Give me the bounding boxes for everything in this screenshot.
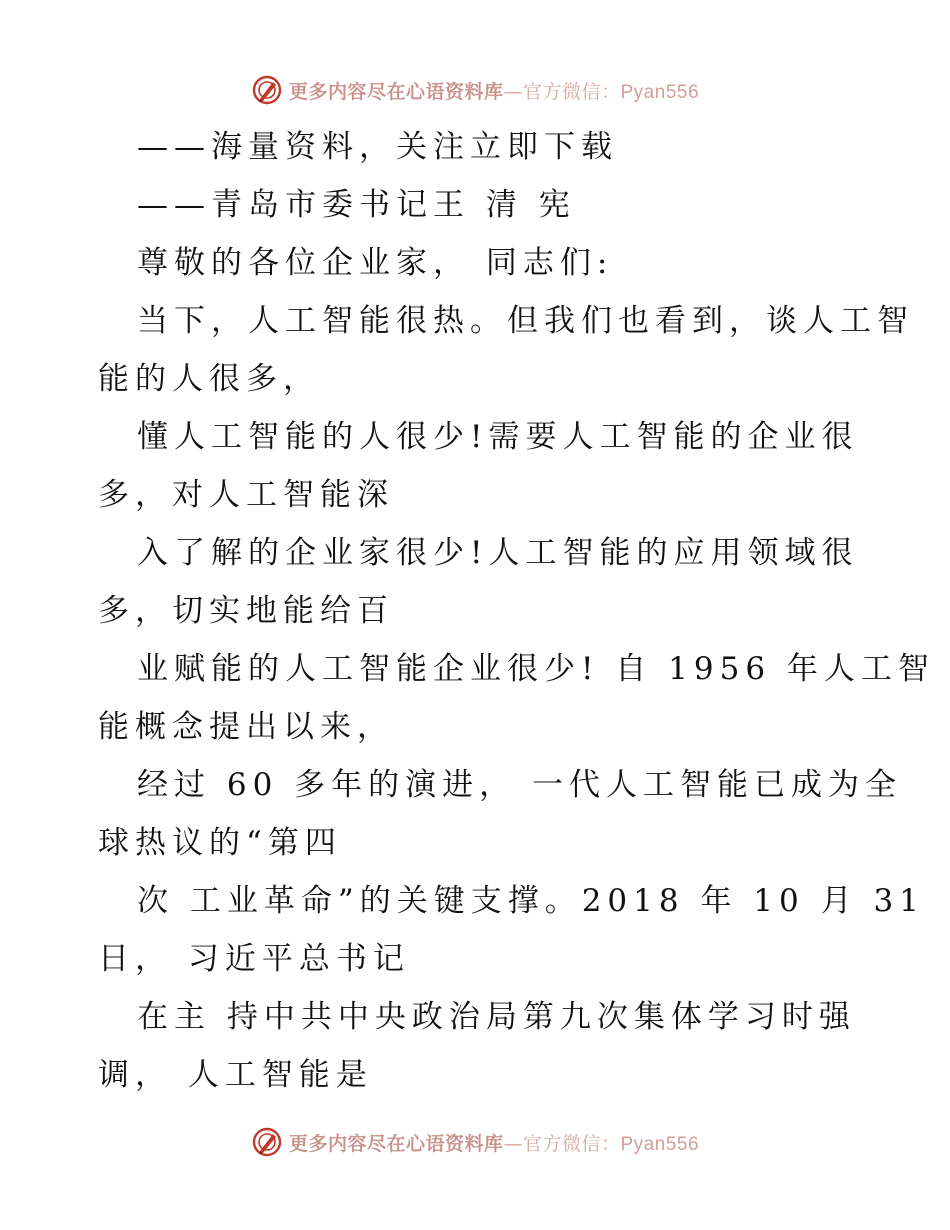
text-line: 调， 人工智能是 [98, 1057, 373, 1093]
text-line: 能概念提出以来， [98, 709, 394, 745]
pen-seal-logo-icon [251, 1126, 283, 1158]
watermark-brand: 更多内容尽在心语资料库 [288, 80, 504, 103]
text-line: ——海量资料，关注立即下载 [137, 129, 618, 165]
watermark-suffix: 官方微信： [522, 1132, 621, 1155]
text-line: 多，切实地能给百 [98, 593, 394, 629]
watermark-text [289, 77, 699, 104]
text-line: 球热议的“第四 [98, 825, 342, 861]
text-line: 懂人工智能的人很少!需要人工智能的企业很 [137, 419, 859, 455]
text-line: ——青岛市委书记王 清 宪 [137, 187, 576, 223]
watermark-suffix: 官方微信： [522, 80, 621, 103]
header-watermark [0, 70, 950, 110]
text-line: 在主 持中共中央政治局第九次集体学习时强 [137, 999, 856, 1035]
text-line: 日， 习近平总书记 [98, 941, 410, 977]
footer-watermark [0, 1122, 950, 1162]
watermark-wechat-id: Pyan556 [620, 1133, 700, 1155]
text-line: 多，对人工智能深 [98, 477, 394, 513]
watermark-brand: 更多内容尽在心语资料库 [288, 1132, 504, 1155]
pen-seal-logo-icon [251, 74, 283, 106]
text-line: 能的人很多， [98, 361, 320, 397]
text-line: 业赋能的人工智能企业很少! 自 1956 年人工智 [137, 651, 935, 687]
text-line: 尊敬的各位企业家， 同志们: [137, 245, 614, 281]
watermark-wechat-id: Pyan556 [620, 81, 700, 103]
watermark-separator: — [503, 1132, 523, 1155]
watermark-separator: — [503, 80, 523, 103]
text-line: 经过 60 多年的演进， 一代人工智能已成为全 [137, 767, 903, 803]
text-line: 当下，人工智能很热。但我们也看到，谈人工智 [137, 303, 914, 339]
text-line: 次 工业革命”的关键支撑。2018 年 10 月 31 [137, 883, 925, 919]
text-line: 入了解的企业家很少!人工智能的应用领域很 [137, 535, 859, 571]
watermark-text [289, 1129, 699, 1156]
